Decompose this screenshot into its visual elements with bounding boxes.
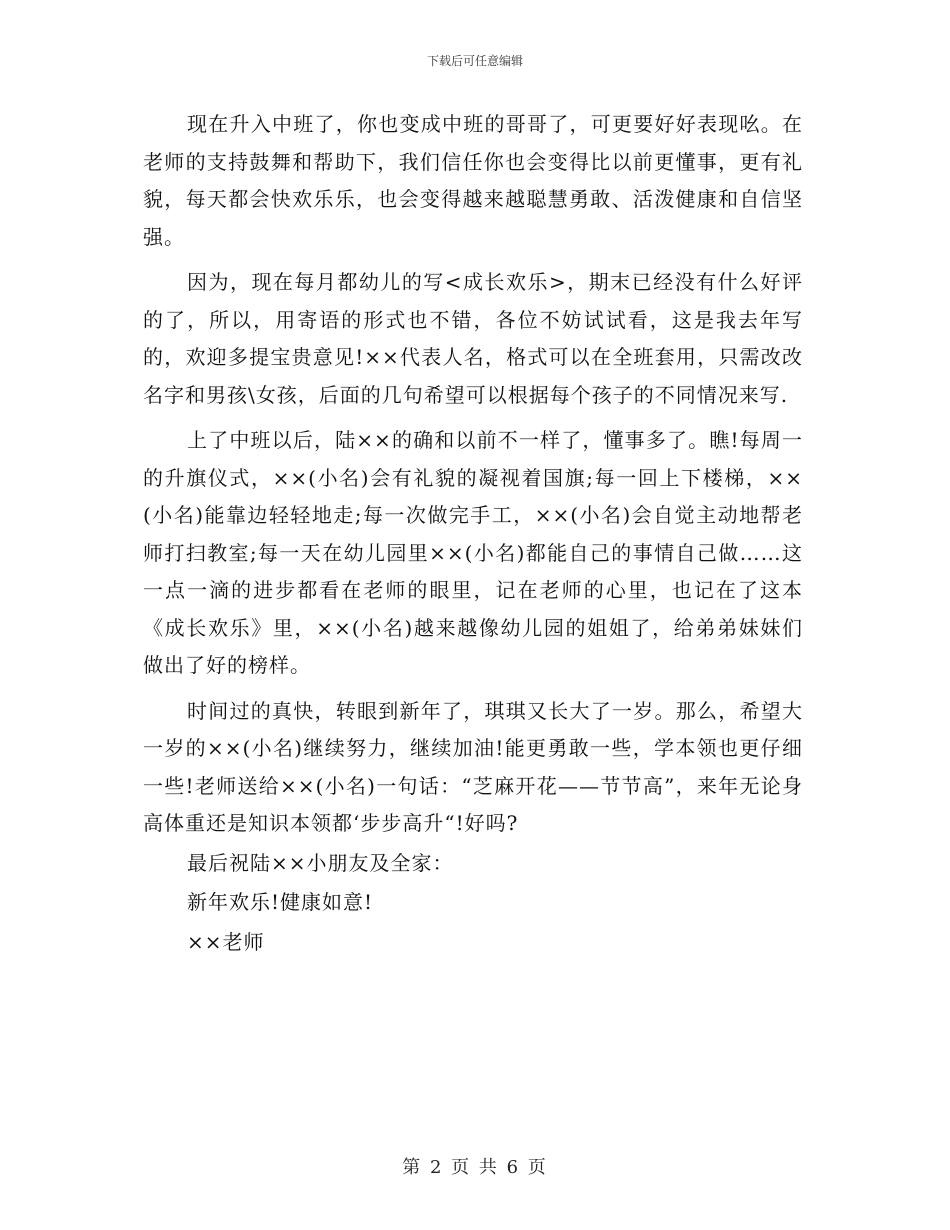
paragraph-1: 现在升入中班了，你也变成中班的哥哥了，可更要好好表现吆。在老师的支持鼓舞和帮助下，我们信任你也会变得比以前更懂事，更有礼貌，每天都会快欢乐乐，也会变得越来越聪慧勇敢、活泼健康和自信坚强。 <box>143 112 803 249</box>
paragraph-3: 上了中班以后，陆××的确和以前不一样了，懂事多了。瞧!每周一的升旗仪式，××(小名)会有礼貌的凝视着国旗;每一回上下楼梯，××(小名)能靠边轻轻地走;每一次做完手工，××(小名)会自觉主动地帮老师打扫教室;每一天在幼儿园里××(小名)都能自己的事情自己做……这一点一滴的进步都看在老师的眼里，记在老师的心里，也记在了这本《成长欢乐》里，××(小名)越来越像幼儿园的姐姐了，给弟弟妹妹们做出了好的榜样。 <box>143 428 803 677</box>
paragraph-2: 因为，现在每月都幼儿的写<成长欢乐>，期末已经没有什么好评的了，所以，用寄语的形式也不错，各位不妨试试看，这是我去年写的，欢迎多提宝贵意见!××代表人名，格式可以在全班套用，只需改改名字和男孩\女孩，后面的几句希望可以根据每个孩子的不同情况来写. <box>143 270 803 407</box>
page-number: 第 2 页 共 6 页 <box>402 1157 548 1178</box>
page-header: 下载后可任意编辑 <box>426 54 523 68</box>
signature-line: ××老师 <box>187 929 265 954</box>
greeting-line: 最后祝陆××小朋友及全家： <box>187 850 454 875</box>
wishes-line: 新年欢乐!健康如意! <box>187 890 374 914</box>
paragraph-4: 时间过的真快，转眼到新年了，琪琪又长大了一岁。那么，希望大一岁的××(小名)继续努力，继续加油!能更勇敢一些，学本领也更仔细一些!老师送给××(小名)一句话：“芝麻开花——节节高”，来年无论身高体重还是知识本领都‘步步高升“!好吗? <box>143 698 803 835</box>
document-body <box>143 106 803 963</box>
